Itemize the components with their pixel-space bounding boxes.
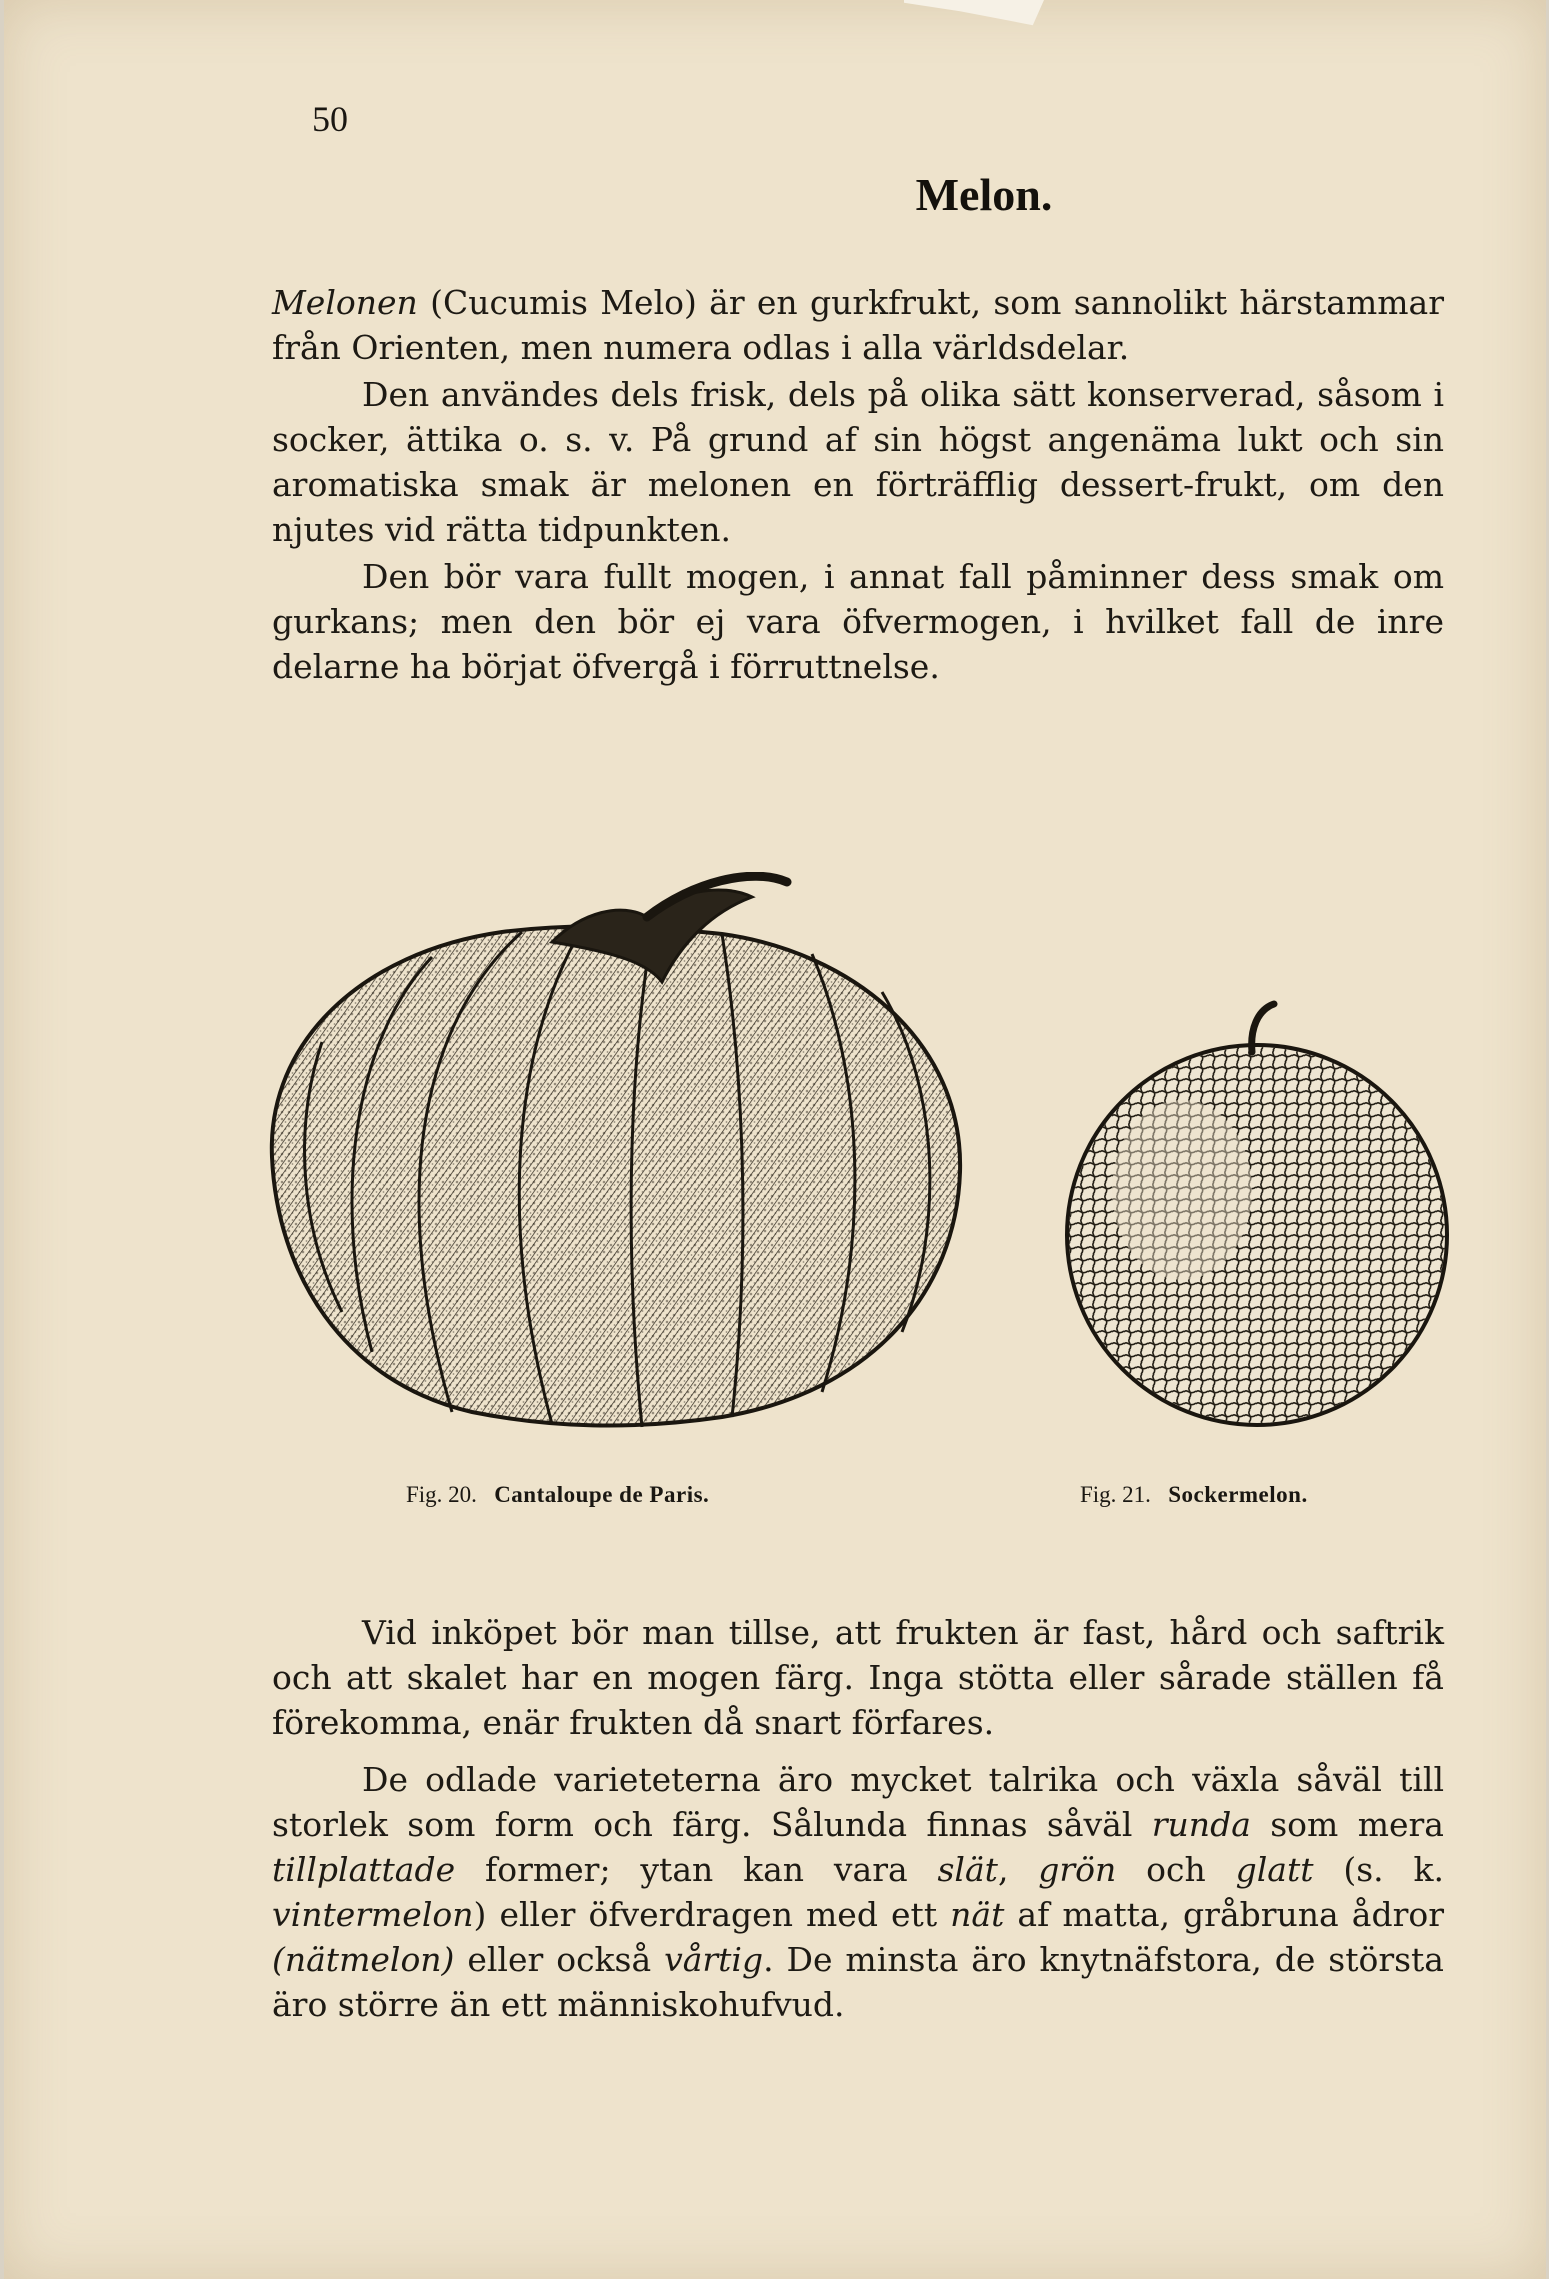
italic-term: (nätmelon) — [272, 1940, 455, 1979]
text-run: , — [997, 1850, 1039, 1889]
torn-corner — [904, 0, 1044, 28]
intro-paragraph — [272, 372, 1444, 552]
figure-21-name: Sockermelon. — [1168, 1482, 1308, 1507]
text-run: af matta, gråbruna ådror — [1004, 1895, 1444, 1934]
italic-term: tillplattade — [272, 1850, 456, 1889]
figure-21-label: Fig. 21. — [1080, 1482, 1151, 1507]
italic-term: slät — [937, 1850, 998, 1889]
text-run: (Cucumis Melo) är en gurkfrukt, som sannolikt härstammar från Orienten, men numera odlas i alla världsdelar. — [272, 283, 1444, 367]
purchase-text-block — [272, 1610, 1444, 2027]
italic-term: runda — [1151, 1805, 1251, 1844]
figure-20-caption — [406, 1482, 709, 1508]
text-run: Den användes dels frisk, dels på olika sätt konserverad, såsom i socker, ättika o. s. v. På grund af sin högst angenäma lukt och sin aromatiska smak är melonen en förträfflig dessert-frukt, om den njutes vid rätta tidpunkten. — [272, 375, 1444, 549]
italic-term: Melonen — [272, 283, 418, 322]
text-run: Den bör vara fullt mogen, i annat fall påminner dess smak om gurkans; men den bör ej vara öfvermogen, i hvilket fall de inre delarne ha börjat öfvergå i förruttnelse. — [272, 557, 1444, 686]
text-run: . De minsta äro knytnäfstora, de största äro större än ett människohufvud. — [272, 1940, 1444, 2024]
text-run: ) eller öfverdragen med ett — [473, 1895, 951, 1934]
sugar-melon-illustration — [1052, 990, 1462, 1430]
intro-paragraph — [272, 554, 1444, 689]
text-run: De odlade varieteterna äro mycket talrika och växla såväl till storlek som form och färg. Sålunda finnas såväl — [272, 1760, 1444, 1844]
purchase-paragraph — [272, 1757, 1444, 2027]
intro-text-block — [272, 280, 1444, 689]
figure-21-caption — [1080, 1482, 1308, 1508]
purchase-paragraph — [272, 1610, 1444, 1745]
figure-20-name: Cantaloupe de Paris. — [494, 1482, 710, 1507]
page-title: Melon. — [915, 169, 1053, 220]
italic-term: vårtig — [664, 1940, 764, 1979]
text-run: former; ytan kan vara — [455, 1850, 938, 1889]
text-run: och — [1116, 1850, 1236, 1889]
sugar-melon-drawing — [1052, 990, 1462, 1430]
cantaloupe-drawing — [252, 872, 982, 1432]
italic-term: nät — [950, 1895, 1005, 1934]
text-run: eller också — [454, 1940, 665, 1979]
intro-paragraph — [272, 280, 1444, 370]
page-number: 50 — [312, 99, 348, 139]
italic-term: grön — [1038, 1850, 1117, 1889]
text-run: Vid inköpet bör man tillse, att frukten är fast, hård och saftrik och att skalet har en mogen färg. Inga stötta eller sårade ställen få förekomma, enär frukten då snart förfares. — [272, 1613, 1444, 1742]
italic-term: vintermelon — [272, 1895, 474, 1934]
page-title-container — [784, 168, 1184, 221]
text-run: (s. k. — [1313, 1850, 1445, 1889]
cantaloupe-illustration — [252, 872, 982, 1432]
figure-20-label: Fig. 20. — [406, 1482, 477, 1507]
book-page — [4, 0, 1546, 2279]
italic-term: glatt — [1235, 1850, 1314, 1889]
text-run: som mera — [1250, 1805, 1444, 1844]
